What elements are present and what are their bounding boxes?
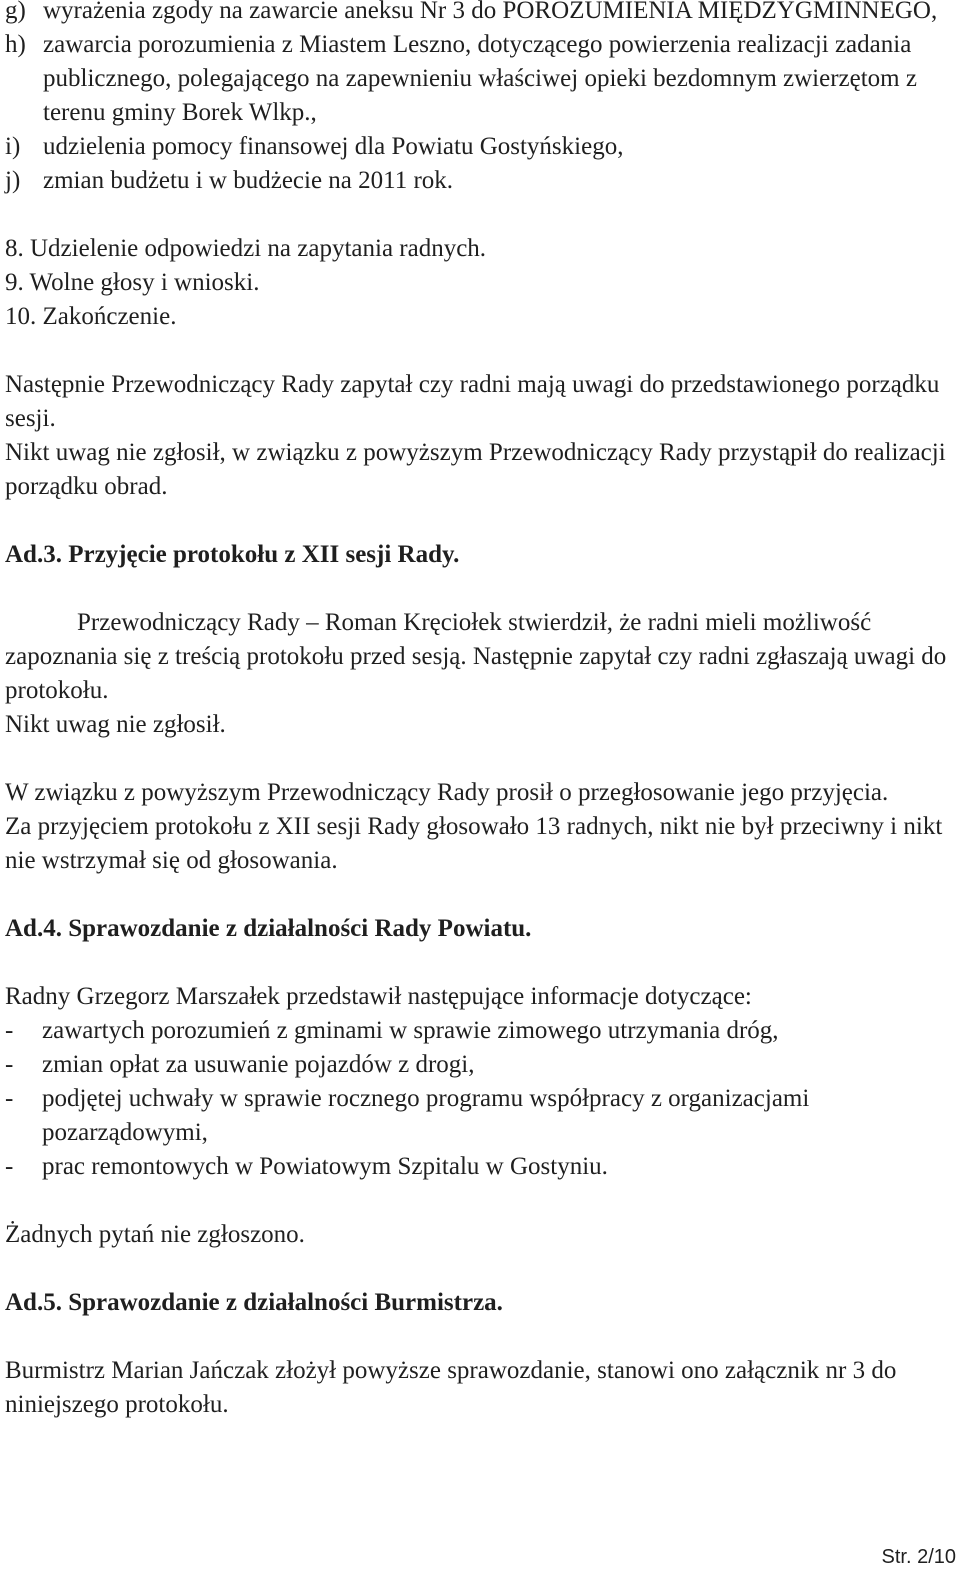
ad3-paragraph-2: Nikt uwag nie zgłosił. — [5, 711, 226, 738]
item-text: zawartych porozumień z gminami w sprawie zimowego utrzymania dróg, — [42, 1017, 779, 1044]
item-marker: h) — [5, 31, 26, 58]
spacer — [5, 1320, 955, 1354]
item-text: wyrażenia zgody na zawarcie aneksu Nr 3 do POROZUMIENIA MIĘDZYGMINNEGO, — [43, 0, 938, 24]
spacer — [5, 946, 955, 980]
ad4-list-item — [5, 1082, 955, 1150]
ad4-list-item — [5, 1048, 955, 1082]
item-text: podjętej uchwały w sprawie rocznego programu współpracy z organizacjami pozarządowymi, — [42, 1085, 810, 1146]
spacer — [5, 572, 955, 606]
agenda-item-g — [5, 0, 955, 28]
ad4-closing: Żadnych pytań nie zgłoszono. — [5, 1221, 305, 1248]
agenda-item-i — [5, 130, 955, 164]
spacer — [5, 742, 955, 776]
ad3-paragraph-4: Za przyjęciem protokołu z XII sesji Rady głosowało 13 radnych, nikt nie był przeciwny i nikt nie wstrzymał się od głosowania. — [5, 813, 943, 874]
item-text: prac remontowych w Powiatowym Szpitalu w Gostyniu. — [42, 1153, 608, 1180]
section-heading-ad4: Ad.4. Sprawozdanie z działalności Rady Powiatu. — [5, 915, 532, 942]
ad4-intro: Radny Grzegorz Marszałek przedstawił następujące informacje dotyczące: — [5, 983, 752, 1010]
ad3-paragraph-3: W związku z powyższym Przewodniczący Rady prosił o przegłosowanie jego przyjęcia. — [5, 779, 889, 806]
spacer — [5, 1184, 955, 1218]
spacer — [5, 334, 955, 368]
document-page — [5, 0, 955, 1422]
item-text: zmian budżetu i w budżecie na 2011 rok. — [43, 167, 454, 194]
spacer — [5, 504, 955, 538]
item-marker: - — [5, 1017, 14, 1044]
section-heading-ad3: Ad.3. Przyjęcie protokołu z XII sesji Rady. — [5, 541, 460, 568]
item-text: zawarcia porozumienia z Miastem Leszno, dotyczącego powierzenia realizacji zadania publicznego, polegającego na zapewnieniu właściwej opieki bezdomnym zwierzętom z terenu gminy Borek Wlkp., — [43, 31, 917, 126]
item-marker: g) — [5, 0, 26, 24]
item-marker: - — [5, 1153, 14, 1180]
item-text: udzielenia pomocy finansowej dla Powiatu Gostyńskiego, — [43, 133, 624, 160]
ad3-paragraph-1: Przewodniczący Rady – Roman Kręciołek stwierdził, że radni mieli możliwość zapoznania się z treścią protokołu przed sesją. Następnie zapytał czy radni zgłaszają uwagi do protokołu. — [5, 609, 947, 704]
agenda-item-10: 10. Zakończenie. — [5, 303, 177, 330]
item-marker: j) — [5, 167, 21, 194]
ad5-paragraph-1: Burmistrz Marian Jańczak złożył powyższe sprawozdanie, stanowi ono załącznik nr 3 do niniejszego protokołu. — [5, 1357, 897, 1418]
page-number: Str. 2/10 — [881, 1546, 956, 1568]
item-marker: i) — [5, 133, 21, 160]
ad4-list-item — [5, 1150, 955, 1184]
item-marker: - — [5, 1051, 14, 1078]
agenda-item-h — [5, 28, 955, 130]
item-marker: - — [5, 1085, 14, 1112]
spacer — [5, 878, 955, 912]
intro-paragraph-1: Następnie Przewodniczący Rady zapytał czy radni mają uwagi do przedstawionego porządku sesji. — [5, 371, 940, 432]
intro-paragraph-2: Nikt uwag nie zgłosił, w związku z powyższym Przewodniczący Rady przystąpił do realizacji porządku obrad. — [5, 439, 946, 500]
ad4-list-item — [5, 1014, 955, 1048]
spacer — [5, 198, 955, 232]
agenda-item-j — [5, 164, 955, 198]
spacer — [5, 1252, 955, 1286]
section-heading-ad5: Ad.5. Sprawozdanie z działalności Burmistrza. — [5, 1289, 503, 1316]
agenda-item-9: 9. Wolne głosy i wnioski. — [5, 269, 260, 296]
item-text: zmian opłat za usuwanie pojazdów z drogi, — [42, 1051, 475, 1078]
agenda-item-8: 8. Udzielenie odpowiedzi na zapytania radnych. — [5, 235, 487, 262]
